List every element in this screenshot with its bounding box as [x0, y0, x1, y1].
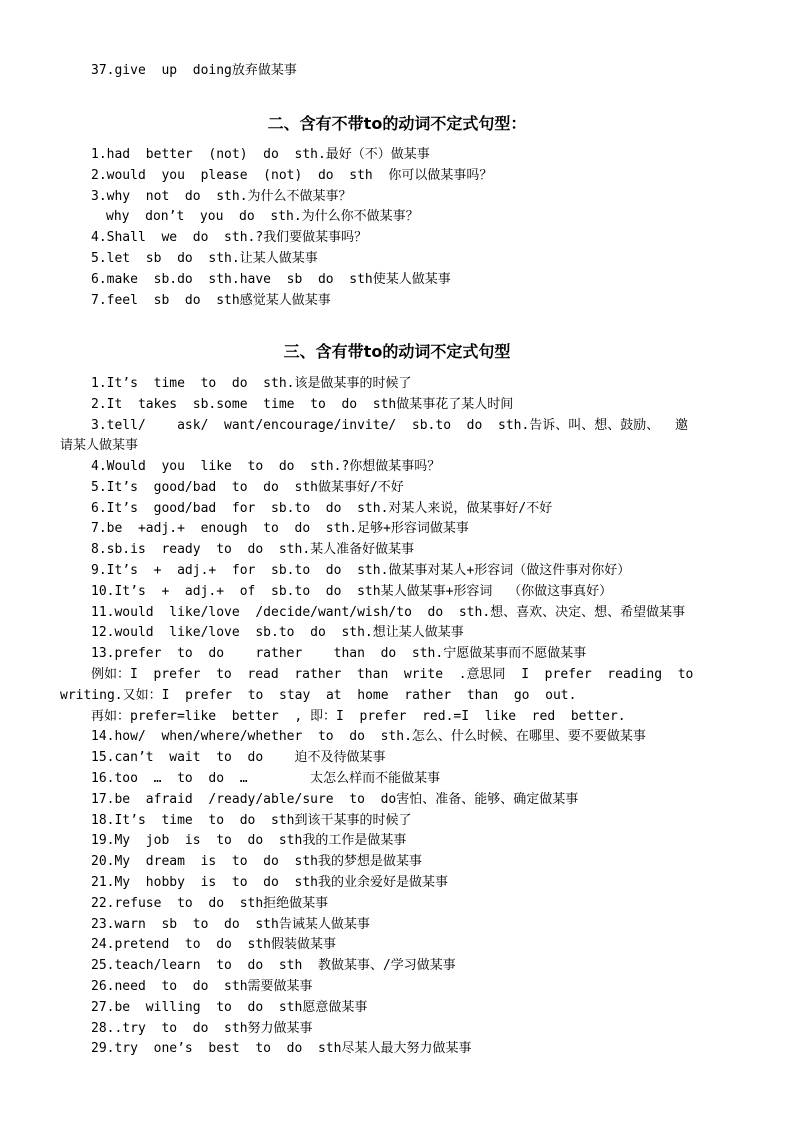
s2-item-6: 6.make sb.do sth.have sb do sth使某人做某事: [91, 272, 451, 287]
s3-item-22: 22.refuse to do sth拒绝做某事: [91, 896, 329, 911]
s3-item-1: 1.It’s time to do sth.该是做某事的时候了: [91, 376, 412, 391]
s2-item-4: 4.Shall we do sth.?我们要做某事吗？: [91, 230, 368, 245]
s2-item-7: 7.feel sb do sth感觉某人做某事: [91, 293, 331, 308]
s3-item-28: 28..try to do sth努力做某事: [91, 1021, 313, 1036]
s3-item-6: 6.It’s good/bad for sb.to do sth.对某人来说，做某事好/不好: [91, 501, 553, 516]
s3-item-24: 24.pretend to do sth假装做某事: [91, 937, 337, 952]
s3-item-5: 5.It’s good/bad to do sth做某事好/不好: [91, 480, 404, 495]
s3-item-3-cont: 请某人做某事: [60, 438, 139, 453]
s2-item-3: 3.why not do sth.为什么不做某事？: [91, 189, 352, 204]
s3-item-14: 14.how/ when/where/whether to do sth.怎么、什么时候、在哪里、要不要做某事: [91, 729, 646, 744]
section-2-heading: 二、含有不带to的动词不定式句型：: [267, 114, 527, 133]
s2-item-1: 1.had better (not) do sth.最好（不）做某事: [91, 147, 430, 162]
s3-item-4: 4.Would you like to do sth.?你想做某事吗？: [91, 459, 441, 474]
s3-item-16: 16.too … to do … 太怎么样而不能做某事: [91, 771, 441, 786]
s3-item-18: 18.It’s time to do sth到该干某事的时候了: [91, 813, 412, 828]
s3-item-8: 8.sb.is ready to do sth.某人准备好做某事: [91, 542, 415, 557]
section-3-heading: 三、含有带to的动词不定式句型: [283, 342, 511, 361]
s3-item-21: 21.My hobby is to do sth我的业余爱好是做某事: [91, 875, 448, 890]
s2-item-5: 5.let sb do sth.让某人做某事: [91, 251, 318, 266]
s2-item-2: 2.would you please (not) do sth 你可以做某事吗？: [91, 168, 493, 183]
s3-item-13: 13.prefer to do rather than do sth.宁愿做某事而不愿做某事: [91, 646, 587, 661]
s3-item-7: 7.be +adj.+ enough to do sth.足够+形容词做某事: [91, 521, 469, 536]
s3-item-19: 19.My job is to do sth我的工作是做某事: [91, 833, 407, 848]
s3-item-2: 2.It takes sb.some time to do sth做某事花了某人时间: [91, 397, 514, 412]
s3-item-27: 27.be willing to do sth愿意做某事: [91, 1000, 368, 1015]
s3-item-10: 10.It’s + adj.+ of sb.to do sth某人做某事+形容词 （你做这事真好）: [91, 584, 613, 599]
s3-example-3: 再如：prefer=like better , 即：I prefer red.=I like red better.: [91, 709, 626, 724]
s3-example-1: 例如：I prefer to read rather than write .意思同 I prefer reading to: [91, 667, 694, 682]
s3-item-23: 23.warn sb to do sth告诫某人做某事: [91, 917, 370, 932]
s3-item-17: 17.be afraid /ready/able/sure to do害怕、准备、能够、确定做某事: [91, 792, 579, 807]
s3-item-9: 9.It’s + adj.+ for sb.to do sth.做某事对某人+形容词（做这件事对你好）: [91, 563, 631, 578]
s3-item-12: 12.would like/love sb.to do sth.想让某人做某事: [91, 625, 464, 640]
s3-item-20: 20.My dream is to do sth我的梦想是做某事: [91, 854, 422, 869]
s3-item-25: 25.teach/learn to do sth 教做某事、/学习做某事: [91, 958, 456, 973]
s3-example-2: writing.又如：I prefer to stay at home rather than go out.: [60, 688, 577, 703]
s3-item-26: 26.need to do sth需要做某事: [91, 979, 313, 994]
s3-item-11: 11.would like/love /decide/want/wish/to do sth.想、喜欢、决定、想、希望做某事: [91, 605, 686, 620]
s2-item-3b: why don’t you do sth.为什么你不做某事？: [106, 209, 419, 224]
list-item-37: 37.give up doing放弃做某事: [91, 63, 297, 78]
s3-item-29: 29.try one’s best to do sth尽某人最大努力做某事: [91, 1041, 472, 1056]
s3-item-15: 15.can’t wait to do 迫不及待做某事: [91, 750, 386, 765]
s3-item-3: 3.tell/ ask/ want/encourage/invite/ sb.to do sth.告诉、叫、想、鼓励、 邀: [91, 418, 688, 433]
